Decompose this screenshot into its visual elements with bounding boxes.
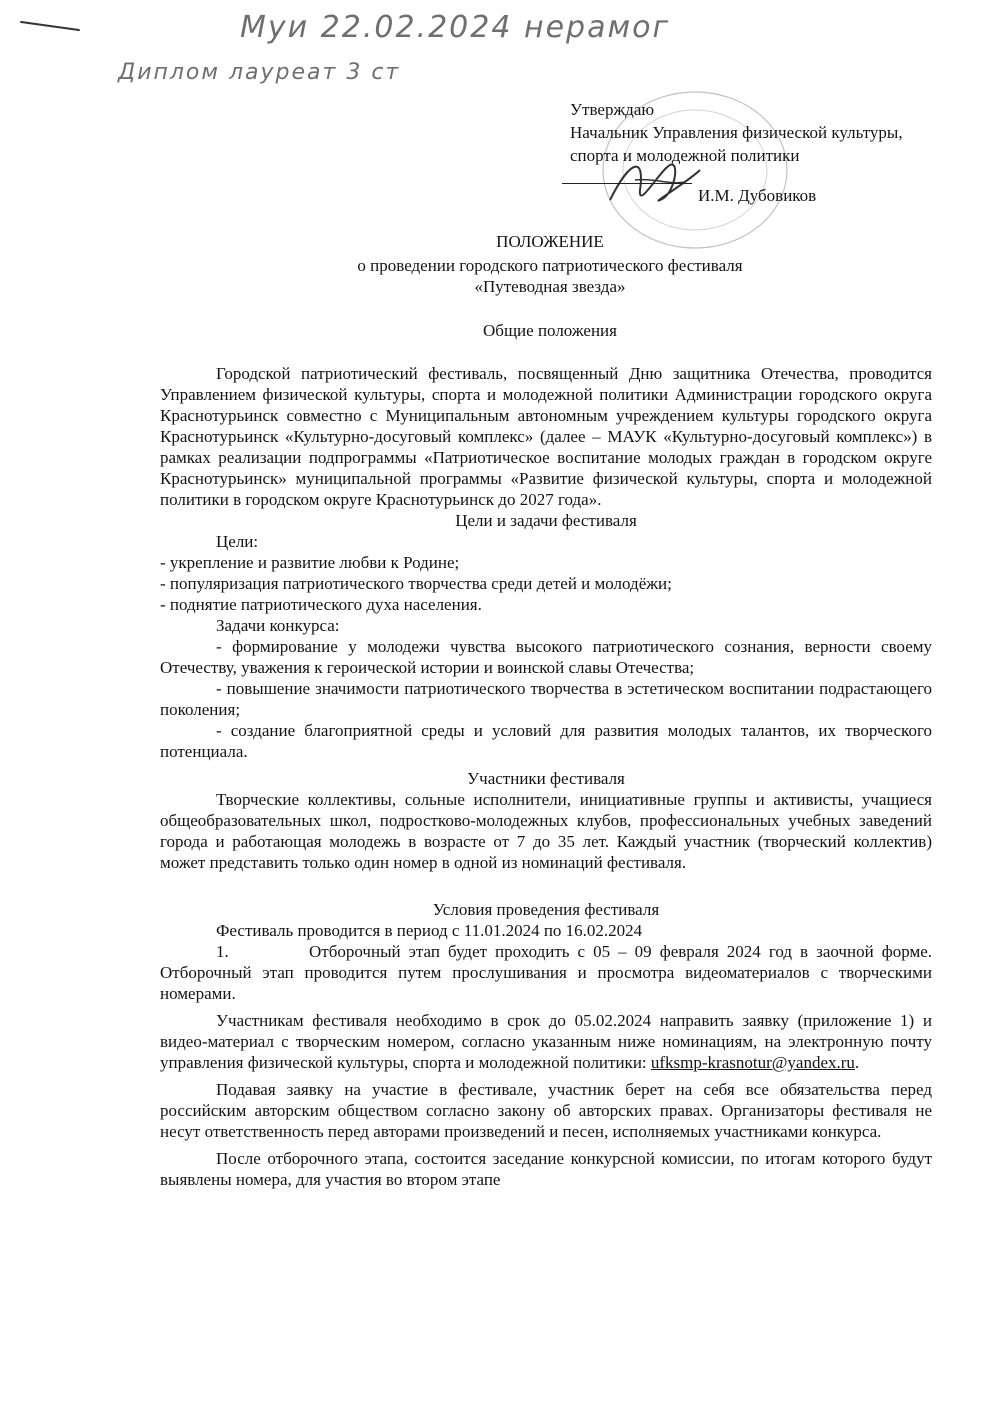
- conditions-item-1: [160, 941, 932, 1004]
- conditions-apply-paragraph: [160, 1010, 932, 1073]
- conditions-rights-paragraph: Подавая заявку на участие в фестивале, участник берет на себя все обязательства перед российским авторским обществом согласно закону об авторских правах. Организаторы фестиваля не несут ответственность перед авторами произведений и песен, исполняемых участниками конкурса.: [160, 1080, 932, 1141]
- goal-item: - укрепление и развитие любви к Родине;: [160, 553, 460, 572]
- goal-item: - поднятие патриотического духа населения.: [160, 595, 482, 614]
- signature-line: [562, 183, 692, 184]
- scan-mark: [20, 21, 80, 31]
- approval-block: [570, 98, 903, 167]
- tasks-label: Задачи конкурса:: [216, 616, 340, 635]
- approval-position: Начальник Управления физической культуры,: [570, 123, 903, 142]
- item-text: Отборочный этап будет проходить с 05 – 09 февраля 2024 год в заочной форме. Отборочный этап проводится путем прослушивания и просмотра видеоматериалов с творческими номерами.: [160, 942, 933, 1003]
- section-heading-conditions: Условия проведения фестиваля: [432, 900, 660, 919]
- general-paragraph: Городской патриотический фестиваль, посвященный Дню защитника Отечества, проводится Управлением физической культуры, спорта и молодежной политики Администрации городского округа Краснотурьинск совместно с Муниципальным автономным учреждением культуры городского округа Краснотурьинск «Культурно-досуговый комплекс» (далее – МАУК «Культурно-досуговый комплекс») в рамках реализации подпрограммы «Патриотическое воспитание молодых граждан в городском округе Краснотурьинск» муниципальной программы «Развитие физической культуры, спорта и молодежной политики в городском округе Краснотурьинск до 2027 года».: [160, 364, 932, 509]
- goals-label: Цели:: [216, 532, 259, 551]
- conditions-period: Фестиваль проводится в период с 11.01.2024 по 16.02.2024: [216, 921, 643, 940]
- item-number: 1.: [216, 942, 229, 961]
- task-item: - создание благоприятной среды и условий для развития молодых талантов, их творческого потенциала.: [160, 721, 932, 761]
- task-item: - формирование у молодежи чувства высокого патриотического сознания, верности своему Отечеству, уважения к героической истории и воинской славы Отечества;: [160, 637, 932, 677]
- signer-name: И.М. Дубовиков: [698, 186, 817, 205]
- email-link[interactable]: ufksmp-krasnotur@yandex.ru: [650, 1053, 855, 1072]
- approval-position-cont: спорта и молодежной политики: [570, 146, 800, 165]
- document-subtitle: о проведении городского патриотического фестиваля: [357, 256, 743, 275]
- document-title: ПОЛОЖЕНИЕ: [496, 232, 604, 251]
- section-heading-general: Общие положения: [483, 321, 617, 340]
- section-heading-goals: Цели и задачи фестиваля: [455, 511, 637, 530]
- approval-title: Утверждаю: [570, 100, 655, 119]
- handwritten-note-date: Муи 22.02.2024 нерамог: [240, 10, 671, 45]
- task-item: - повышение значимости патриотического творчества в эстетическом воспитании подрастающего поколения;: [160, 679, 932, 719]
- festival-name: «Путеводная звезда»: [474, 277, 626, 296]
- section-heading-participants: Участники фестиваля: [467, 769, 625, 788]
- apply-text-end: .: [854, 1053, 860, 1072]
- document-body: [160, 363, 932, 1190]
- apply-text: Участникам фестиваля необходимо в срок до 05.02.2024 направить заявку (приложение 1) и видео-материал с творческим номером, согласно указанным ниже номинациям, на электронную почту управления физической культуры, спорта и молодежной политики:: [160, 1011, 932, 1072]
- conditions-after-paragraph: После отборочного этапа, состоится заседание конкурсной комиссии, по итогам которого будут выявлены номера, для участия во втором этапе: [160, 1149, 932, 1189]
- handwritten-note-award: Диплом лауреат 3 ст: [118, 60, 401, 85]
- participants-paragraph: Творческие коллективы, сольные исполнители, инициативные группы и активисты, учащиеся общеобразовательных школ, подростково-молодежных клубов, профессиональных учебных заведений города и работающая молодежь в возрасте от 7 до 35 лет. Каждый участник (творческий коллектив) может представить только один номер в одной из номинаций фестиваля.: [160, 790, 932, 872]
- goal-item: - популяризация патриотического творчества среди детей и молодёжи;: [160, 574, 672, 593]
